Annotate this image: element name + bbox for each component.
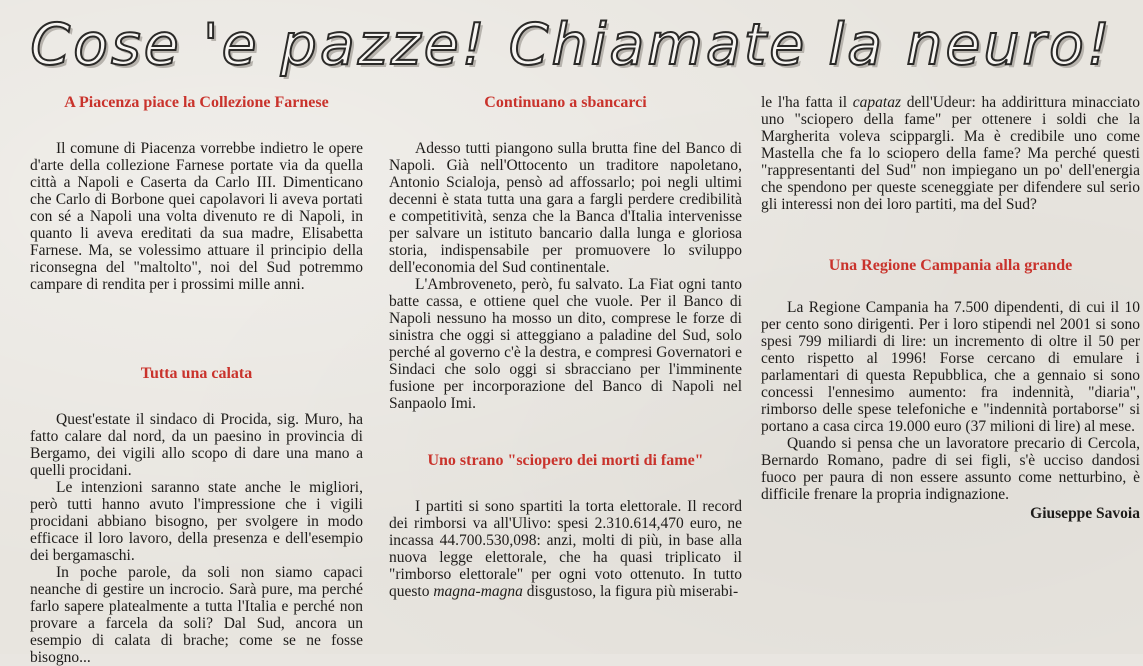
page-headline: Cose 'e pazze! Chiamate la neuro! bbox=[30, 12, 1113, 78]
article-title-calata: Tutta una calata bbox=[140, 365, 253, 382]
text-run: le l'ha fatta il bbox=[761, 94, 853, 111]
article-title-sciopero: Uno strano "sciopero dei morti di fame" bbox=[427, 452, 704, 469]
column-3 bbox=[761, 94, 1140, 522]
column-1 bbox=[30, 94, 363, 666]
text-run-italic: magna-magna bbox=[433, 583, 523, 600]
article-paragraph: Il comune di Piacenza vorrebbe indietro le opere d'arte della collezione Farnese portate via da quella città a Napoli e Caserta da Carlo III. Dimenticano che Carlo di Borbone quei capolavori li aveva portati con sé a Napoli una volta divenuto re di Napoli, in quanto li aveva ereditati da sua madre, Elisabetta Farnese. Ma, se volessimo attuare il principio della riconsegna del "maltolto", noi del Sud potremmo campare di rendita per i prossimi mille anni. bbox=[30, 140, 363, 293]
text-run: I partiti si sono spartiti la torta elettorale. Il record dei rimborsi va all'Ulivo: spesi 2.310.614,470 euro, ne incassa 44.700.530,098: anzi, molti di più, in base alla nuova legge elettorale, che ha quasi triplicato il "rimborso elettorale" per ogni voto ottenuto. In tutto questo bbox=[389, 498, 742, 600]
article-paragraph-continued bbox=[761, 94, 1140, 213]
article-title-sbancarci: Continuano a sbancarci bbox=[484, 94, 647, 111]
article-paragraph: La Regione Campania ha 7.500 dipendenti, di cui il 10 per cento sono dirigenti. Per i loro stipendi nel 2001 si sono spesi 799 miliardi di lire: un incremento di oltre il 50 per cento rispetto al 1996! Forse cercano di emulare i parlamentari di questa Repubblica, che a gennaio si sono concessi l'ennesimo aumento: fra indennità, "diaria", rimborso delle spese telefoniche e "indennità portaborse" si portano a casa circa 19.000 euro (37 milioni di lire) al mese. bbox=[761, 299, 1140, 435]
article-paragraph: L'Ambroveneto, però, fu salvato. La Fiat ogni tanto batte cassa, e ottiene quel che vuole. Per il Banco di Napoli nessuno ha mosso un dito, comprese le forze di sinistra che oggi si atteggiano a paladine del Sud, solo perché al governo c'è la destra, e compresi Governatori e Sindaci che solo oggi si sbracciano per l'imminente fusione per incorporazione del Banco di Napoli nel Sanpaolo Imi. bbox=[389, 276, 742, 412]
article-paragraph: Quando si pensa che un lavoratore precario di Cercola, Bernardo Romano, padre di sei figli, s'è ucciso dandosi fuoco per paura di non essere assunto come netturbino, è difficile frenare la propria indignazione. bbox=[761, 435, 1140, 503]
column-2 bbox=[389, 94, 742, 600]
article-paragraph: Adesso tutti piangono sulla brutta fine del Banco di Napoli. Già nell'Ottocento un traditore napoletano, Antonio Scialoja, pensò ad affossarlo; poi negli ultimi decenni è stata tutta una gara a fargli perdere credibilità e competitività, senza che la Banca d'Italia intervenisse per salvare un istituto bancario dalla lunga e gloriosa storia, indispensabile per promuovere lo sviluppo dell'economia del Sud continentale. bbox=[389, 140, 742, 276]
article-paragraph: In poche parole, da soli non siamo capaci neanche di gestire un incrocio. Sarà pure, ma perché farlo sapere platealmente a tutta l'Italia e perché non provare a farcela da soli? Dal Sud, ancora un esempio di calata di brache; come se ne fosse bisogno... bbox=[30, 564, 363, 666]
article-paragraph bbox=[389, 498, 742, 600]
article-paragraph: Le intenzioni saranno state anche le migliori, però tutti hanno avuto l'impressione che i vigili procidani abbiano bisogno, per svolgere in modo efficace il loro lavoro, della presenza e dell'esempio dei bergamaschi. bbox=[30, 479, 363, 564]
text-run: disgustoso, la figura più miserabi- bbox=[522, 583, 739, 600]
article-paragraph: Quest'estate il sindaco di Procida, sig. Muro, ha fatto calare dal nord, da un paesino in provincia di Bergamo, dei vigili allo scopo di dare una mano a quelli procidani. bbox=[30, 411, 363, 479]
article-title-campania: Una Regione Campania alla grande bbox=[828, 257, 1073, 274]
article-title-piacenza: A Piacenza piace la Collezione Farnese bbox=[64, 94, 329, 111]
text-run-italic: capataz bbox=[852, 94, 902, 111]
text-run: dell'Udeur: ha addirittura minacciato uno "sciopero della fame" per ottenere i soldi che la Margherita voleva scippargli. Ma è credibile uno come Mastella che fa lo sciopero della fame? Ma perché questi "rappresentanti del Sud" non impiegano un po' dell'energia che spendono per queste sceneggiate per difendere sul serio gli interessi non dei loro partiti, ma del Sud? bbox=[761, 94, 1141, 213]
author-signature: Giuseppe Savoia bbox=[1030, 505, 1140, 522]
